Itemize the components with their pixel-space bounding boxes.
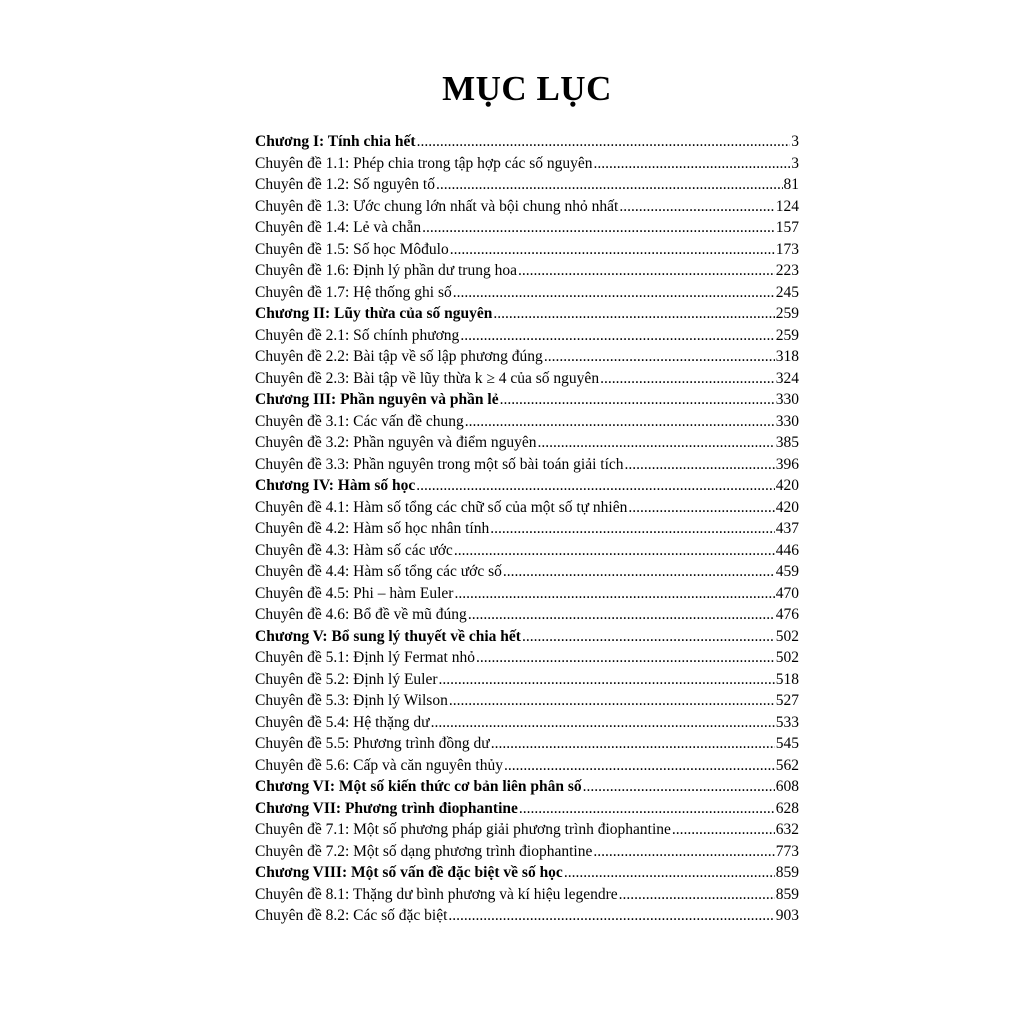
toc-section-entry (255, 905, 799, 927)
toc-page-number: 527 (775, 692, 799, 709)
toc-dot-leader (600, 368, 775, 390)
toc-page-number: 476 (775, 606, 799, 623)
toc-page-number: 420 (775, 498, 799, 516)
toc-entry-label: Chuyên đề 3.3: Phần nguyên trong một số bài toán giải tích (255, 455, 624, 473)
toc-dot-leader (619, 884, 775, 906)
toc-entry-label: Chuyên đề 7.1: Một số phương pháp giải phương trình điophantine (255, 821, 671, 838)
toc-page-number: 470 (775, 584, 799, 602)
toc-page-number: 628 (775, 799, 799, 817)
toc-page-number: 396 (775, 455, 799, 473)
toc-entry-label: Chuyên đề 5.1: Định lý Fermat nhỏ (255, 649, 475, 666)
toc-section-entry (255, 669, 799, 691)
toc-chapter-entry (255, 475, 799, 497)
toc-dot-leader (468, 604, 775, 626)
toc-page-number: 245 (775, 283, 799, 301)
toc-entry-label: Chuyên đề 4.5: Phi – hàm Euler (255, 584, 454, 602)
toc-entry-label: Chuyên đề 4.6: Bổ đề về mũ đúng (255, 606, 467, 623)
toc-dot-leader (476, 647, 775, 669)
toc-page-number: 324 (775, 369, 799, 387)
toc-dot-leader (538, 432, 775, 454)
toc-page-number: 545 (775, 735, 799, 752)
toc-section-entry (255, 432, 799, 454)
toc-entry-label: Chương I: Tính chia hết (255, 133, 416, 150)
toc-dot-leader (503, 561, 775, 583)
page-title: MỤC LỤC (442, 69, 612, 108)
toc-section-entry (255, 819, 799, 841)
toc-entry-label: Chuyên đề 1.1: Phép chia trong tập hợp các số nguyên (255, 154, 593, 172)
toc-chapter-entry (255, 862, 799, 884)
toc-entry-label: Chuyên đề 4.1: Hàm số tổng các chữ số của một số tự nhiên (255, 498, 628, 516)
toc-entry-label: Chuyên đề 7.2: Một số dạng phương trình điophantine (255, 842, 593, 860)
toc-entry-label: Chuyên đề 5.5: Phương trình đồng dư (255, 735, 490, 752)
toc-entry-label: Chuyên đề 5.2: Định lý Euler (255, 670, 438, 688)
toc-page-number: 533 (775, 713, 799, 731)
toc-dot-leader (583, 776, 775, 798)
toc-section-entry (255, 239, 799, 261)
toc-entry-label: Chuyên đề 3.2: Phần nguyên và điểm nguyên (255, 434, 537, 451)
toc-page-number: 330 (775, 412, 799, 430)
toc-entry-label: Chuyên đề 1.5: Số học Môđulo (255, 240, 449, 258)
toc-entry-label: Chuyên đề 8.1: Thặng dư bình phương và kí hiệu legendre (255, 885, 618, 903)
toc-dot-leader (504, 755, 775, 777)
toc-dot-leader (490, 518, 775, 540)
toc-page-number: 502 (775, 649, 799, 666)
toc-chapter-entry (255, 798, 799, 820)
toc-entry-label: Chuyên đề 3.1: Các vấn đề chung (255, 412, 464, 430)
toc-page-number: 3 (791, 154, 799, 172)
toc-page-number: 157 (775, 219, 799, 236)
toc-dot-leader (450, 239, 775, 261)
toc-dot-leader (439, 669, 775, 691)
toc-dot-leader (500, 389, 775, 411)
toc-page-number: 903 (775, 907, 799, 924)
toc-section-entry (255, 282, 799, 304)
toc-section-entry (255, 604, 799, 626)
toc-section-entry (255, 755, 799, 777)
toc-dot-leader (416, 475, 774, 497)
toc-page-number: 859 (775, 885, 799, 903)
toc-dot-leader (544, 346, 775, 368)
toc-page-number: 259 (775, 305, 799, 322)
toc-entry-label: Chuyên đề 1.2: Số nguyên tố (255, 176, 435, 193)
toc-dot-leader (449, 690, 775, 712)
toc-page-number: 259 (775, 326, 799, 344)
toc-entry-label: Chuyên đề 4.3: Hàm số các ước (255, 541, 453, 559)
toc-entry-label: Chương VIII: Một số vấn đề đặc biệt về số học (255, 864, 563, 881)
toc-dot-leader (454, 583, 774, 605)
toc-entry-label: Chuyên đề 8.2: Các số đặc biệt (255, 907, 448, 924)
toc-section-entry (255, 174, 799, 196)
toc-page-number: 446 (775, 541, 799, 559)
toc-entry-label: Chương IV: Hàm số học (255, 477, 416, 494)
toc-dot-leader (422, 217, 775, 239)
toc-page-number: 518 (775, 670, 799, 688)
toc-page-number: 632 (775, 821, 799, 838)
toc-entry-label: Chuyên đề 2.2: Bài tập về số lập phương đúng (255, 348, 543, 365)
toc-dot-leader (522, 626, 775, 648)
toc-entry-label: Chương VI: Một số kiến thức cơ bản liên phân số (255, 778, 582, 795)
toc-section-entry (255, 540, 799, 562)
toc-entry-label: Chuyên đề 1.4: Lẻ và chẵn (255, 219, 422, 236)
table-of-contents (255, 131, 799, 927)
toc-dot-leader (454, 540, 775, 562)
toc-dot-leader (519, 798, 775, 820)
toc-dot-leader (628, 497, 774, 519)
toc-page-number: 608 (775, 778, 799, 795)
toc-dot-leader (564, 862, 775, 884)
toc-entry-label: Chuyên đề 1.6: Định lý phần dư trung hoa (255, 262, 517, 279)
toc-entry-label: Chương III: Phần nguyên và phần lẻ (255, 391, 499, 408)
toc-entry-label: Chuyên đề 1.7: Hệ thống ghi số (255, 283, 452, 301)
toc-dot-leader (493, 303, 774, 325)
toc-dot-leader (518, 260, 775, 282)
toc-entry-label: Chuyên đề 2.3: Bài tập về lũy thừa k ≥ 4 của số nguyên (255, 369, 600, 387)
toc-page-number: 459 (775, 563, 799, 580)
toc-dot-leader (593, 841, 774, 863)
toc-section-entry (255, 153, 799, 175)
toc-page-number: 318 (775, 348, 799, 365)
toc-page-number: 385 (775, 434, 799, 451)
toc-chapter-entry (255, 131, 799, 153)
toc-dot-leader (619, 196, 774, 218)
toc-section-entry (255, 346, 799, 368)
toc-section-entry (255, 411, 799, 433)
toc-entry-label: Chuyên đề 4.4: Hàm số tổng các ước số (255, 563, 502, 580)
toc-dot-leader (460, 325, 774, 347)
toc-section-entry (255, 841, 799, 863)
toc-page-number: 859 (775, 864, 799, 881)
toc-page-number: 330 (775, 391, 799, 408)
toc-dot-leader (465, 411, 775, 433)
toc-entry-label: Chuyên đề 5.4: Hệ thặng dư (255, 713, 430, 731)
toc-section-entry (255, 497, 799, 519)
toc-dot-leader (448, 905, 774, 927)
toc-section-entry (255, 690, 799, 712)
toc-dot-leader (491, 733, 775, 755)
toc-entry-label: Chương VII: Phương trình điophantine (255, 799, 518, 817)
toc-section-entry (255, 561, 799, 583)
toc-page-number: 173 (775, 240, 799, 258)
toc-entry-label: Chương II: Lũy thừa của số nguyên (255, 305, 493, 322)
toc-dot-leader (594, 153, 791, 175)
toc-chapter-entry (255, 389, 799, 411)
toc-page-number: 502 (775, 627, 799, 645)
toc-page-number: 3 (791, 133, 799, 150)
toc-chapter-entry (255, 303, 799, 325)
toc-dot-leader (453, 282, 775, 304)
toc-section-entry (255, 217, 799, 239)
toc-dot-leader (431, 712, 775, 734)
toc-section-entry (255, 583, 799, 605)
toc-entry-label: Chuyên đề 4.2: Hàm số học nhân tính (255, 520, 490, 537)
toc-page-number: 124 (775, 197, 799, 215)
toc-section-entry (255, 260, 799, 282)
toc-chapter-entry (255, 776, 799, 798)
toc-section-entry (255, 884, 799, 906)
toc-page-number: 437 (775, 520, 799, 537)
toc-dot-leader (436, 174, 783, 196)
toc-dot-leader (417, 131, 791, 153)
toc-page-number: 562 (775, 756, 799, 774)
toc-dot-leader (672, 819, 775, 841)
toc-section-entry (255, 733, 799, 755)
toc-entry-label: Chuyên đề 5.3: Định lý Wilson (255, 692, 448, 709)
toc-entry-label: Chuyên đề 5.6: Cấp và căn nguyên thủy (255, 756, 503, 774)
toc-page-number: 420 (775, 477, 799, 494)
toc-section-entry (255, 325, 799, 347)
toc-section-entry (255, 647, 799, 669)
toc-chapter-entry (255, 626, 799, 648)
toc-dot-leader (625, 454, 775, 476)
toc-page-number: 773 (775, 842, 799, 860)
toc-entry-label: Chuyên đề 1.3: Ước chung lớn nhất và bội chung nhỏ nhất (255, 197, 619, 215)
toc-section-entry (255, 454, 799, 476)
toc-entry-label: Chương V: Bổ sung lý thuyết về chia hết (255, 627, 521, 645)
toc-section-entry (255, 196, 799, 218)
toc-page-number: 81 (783, 176, 799, 193)
toc-section-entry (255, 518, 799, 540)
toc-entry-label: Chuyên đề 2.1: Số chính phương (255, 326, 460, 344)
toc-section-entry (255, 712, 799, 734)
toc-section-entry (255, 368, 799, 390)
toc-page-number: 223 (775, 262, 799, 279)
